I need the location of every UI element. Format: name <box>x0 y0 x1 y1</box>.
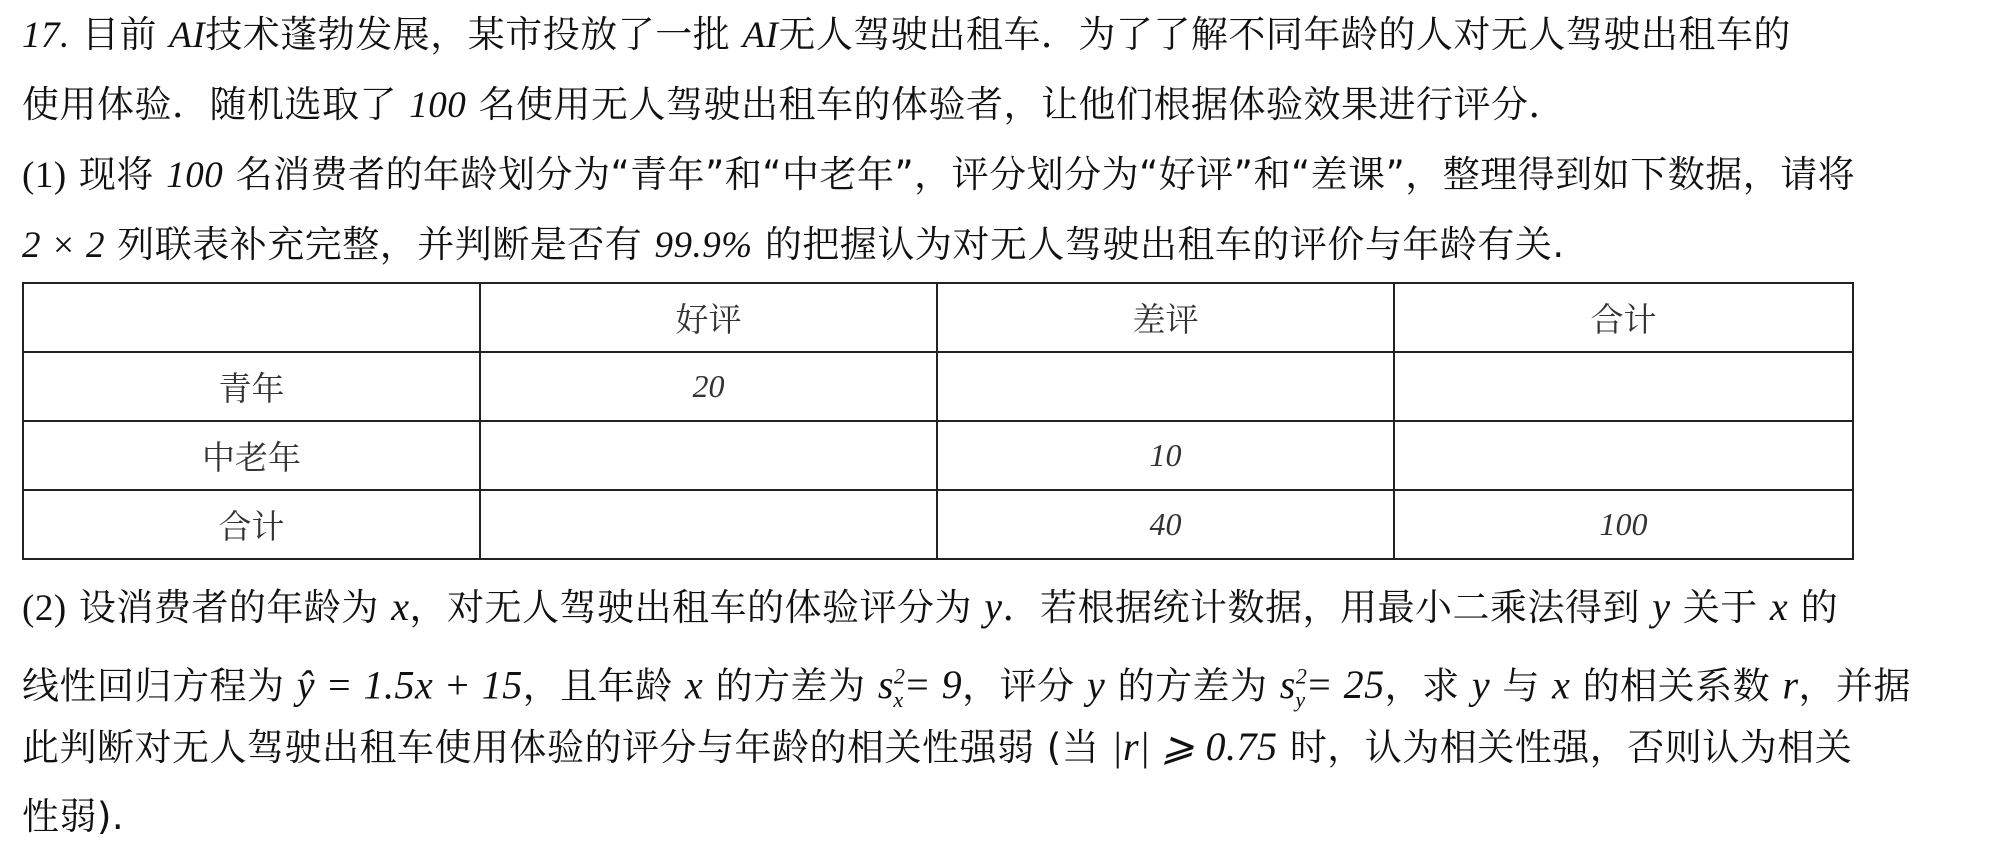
table-row <box>23 352 1853 421</box>
text-segment: ，且年龄 <box>522 664 673 708</box>
text-segment: 与 <box>1502 664 1540 708</box>
part1-line-2 <box>22 210 1982 280</box>
table-cell: 40 <box>937 490 1394 559</box>
variable-y: y <box>1086 662 1106 708</box>
variable-y: y <box>1471 662 1491 708</box>
variance-symbol: s <box>877 662 894 708</box>
superscript-2: 2 <box>893 664 906 689</box>
table-cell <box>937 352 1394 421</box>
variable-x: x <box>1770 584 1789 629</box>
text-segment: 线性回归方程为 <box>22 664 285 708</box>
part1-line-1 <box>22 140 1982 210</box>
text-segment: 技术蓬勃发展，某市投放了一批 <box>205 13 731 56</box>
table-row <box>23 490 1853 559</box>
text-segment: 无人驾驶出租车．为了了解不同年龄的人对无人驾驶出租车的 <box>778 13 1791 56</box>
text-segment: 设消费者的年龄为 <box>78 586 379 629</box>
table-row <box>23 421 1853 490</box>
text-segment: 的相关系数 <box>1582 664 1771 708</box>
text-segment: 的把握认为对无人驾驶出租车的评价与年龄有关. <box>764 223 1565 266</box>
superscript-2: 2 <box>1295 664 1308 689</box>
variable-y: y <box>984 584 1003 629</box>
term-ai: AI <box>742 15 779 56</box>
text-segment: 的 <box>1800 586 1839 629</box>
text-segment: 关于 <box>1682 586 1758 629</box>
part2-line-4 <box>22 782 1982 852</box>
text-segment: 时，认为相关性强，否则认为相关 <box>1289 726 1853 769</box>
table-cell: 10 <box>937 421 1394 490</box>
part2-line-3 <box>22 712 1982 782</box>
text-segment: ，评分 <box>962 664 1075 708</box>
table-cell <box>480 421 937 490</box>
text-segment: 名使用无人驾驶出租车的体验者，让他们根据体验效果进行评分． <box>478 83 1567 126</box>
row-label: 中老年 <box>23 421 480 490</box>
part2-line-2 <box>22 642 1982 712</box>
text-segment: 使用体验．随机选取了 <box>22 83 397 126</box>
text-segment: 此判断对无人驾驶出租车使用体验的评分与年龄的相关性强弱 (当 <box>22 726 1100 769</box>
subscript-y: y <box>1295 687 1306 713</box>
row-label: 青年 <box>23 352 480 421</box>
part1-marker: (1) <box>22 155 67 196</box>
part2-line-1 <box>22 572 1982 642</box>
table-header-cell: 差评 <box>937 283 1394 352</box>
text-segment: 的方差为 <box>715 664 866 708</box>
table-dimension: 2 × 2 <box>22 225 105 266</box>
text-segment: ．若根据统计数据，用最小二乘法得到 <box>1002 586 1640 629</box>
table-cell <box>480 490 937 559</box>
problem-line-2 <box>22 70 1982 140</box>
text-segment: 现将 <box>78 153 154 196</box>
text-segment: ，对无人驾驶出租车的体验评分为 <box>409 586 972 629</box>
variance-y <box>1279 662 1385 713</box>
problem-number: 17. <box>22 15 70 56</box>
contingency-table-wrapper <box>22 282 1854 560</box>
table-cell: 20 <box>480 352 937 421</box>
variable-x: x <box>1552 662 1571 708</box>
table-cell: 100 <box>1394 490 1853 559</box>
problem-statement <box>22 0 1982 280</box>
subscript-x: x <box>893 687 904 713</box>
regression-equation: ŷ = 1.5x + 15 <box>296 662 523 708</box>
number-100: 100 <box>409 85 467 126</box>
table-header-cell: 好评 <box>480 283 937 352</box>
variance-symbol: s <box>1279 662 1296 708</box>
table-cell <box>1394 352 1853 421</box>
table-header-row <box>23 283 1853 352</box>
text-segment: 列联表补充完整，并判断是否有 <box>117 223 643 266</box>
table-header-cell <box>23 283 480 352</box>
problem-line-1 <box>22 0 1982 70</box>
part2-statement <box>22 572 1982 852</box>
variable-y: y <box>1652 584 1671 629</box>
text-segment: ，求 <box>1384 664 1460 708</box>
text-segment: 的方差为 <box>1117 664 1268 708</box>
row-label: 合计 <box>23 490 480 559</box>
text-segment: ，并据 <box>1798 664 1912 708</box>
text-segment: 目前 <box>82 13 158 56</box>
threshold-condition: |r| ⩾ 0.75 <box>1111 724 1278 769</box>
variance-x <box>877 662 963 713</box>
text-segment: 性弱). <box>22 795 125 838</box>
variable-r: r <box>1782 662 1799 708</box>
table-cell <box>1394 421 1853 490</box>
table-header-cell: 合计 <box>1394 283 1853 352</box>
variable-x: x <box>391 584 410 629</box>
term-ai: AI <box>169 15 206 56</box>
confidence-percent: 99.9% <box>654 225 753 266</box>
contingency-table <box>22 282 1854 560</box>
number-100: 100 <box>166 155 224 196</box>
variance-x-value: = 9 <box>903 662 963 708</box>
variable-x: x <box>685 662 704 708</box>
part2-marker: (2) <box>22 588 67 629</box>
text-segment: 名消费者的年龄划分为“青年”和“中老年”，评分划分为“好评”和“差课”，整理得到如下数据，请将 <box>235 153 1856 196</box>
variance-y-value: = 25 <box>1305 662 1385 708</box>
